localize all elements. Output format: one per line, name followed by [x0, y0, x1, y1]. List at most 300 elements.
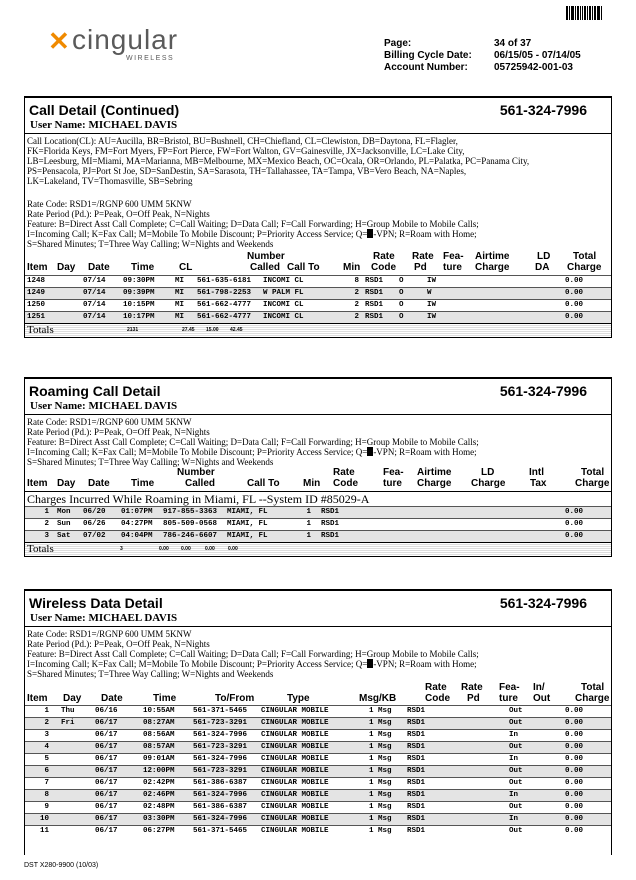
cell-date: 06/17 [95, 815, 118, 823]
col-total: Total [581, 682, 605, 693]
cell-date: 06/17 [95, 731, 118, 739]
cell-type: CINGULAR MOBILE [261, 731, 329, 739]
cell-code: RSD1 [407, 767, 426, 775]
rate-line: I=Incoming Call; K=Fax Call; M=Mobile To Mobile Discount; P=Priority Access Service; Q= [27, 229, 368, 239]
cell-time: 04:27PM [121, 520, 153, 528]
cell-total: 0.00 [565, 743, 584, 751]
rate-line: -VPN; R=Roam with Home; [373, 659, 477, 669]
totals-ld: 15.00 [206, 327, 219, 333]
cell-msg: 1 Msg [369, 827, 392, 835]
table-row [25, 765, 611, 777]
cell-date: 06/17 [95, 719, 118, 727]
cell-item: 3 [44, 532, 49, 540]
barcode [566, 6, 602, 20]
cell-item: 1250 [27, 301, 46, 309]
col-rate: Rate [333, 467, 355, 478]
cell-code: RSD1 [407, 791, 426, 799]
rate-line: Feature: B=Direct Asst Call Complete; C=Call Waiting; D=Data Call; F=Call Forwarding; H=Group Mobile to Mobile Calls; [27, 649, 479, 659]
cell-tofrom: 561-371-5465 [193, 707, 248, 715]
col-callto: Call To [247, 478, 280, 489]
col-tax: Tax [530, 478, 547, 489]
cell-inout: In [509, 755, 519, 763]
cell-item: 11 [39, 827, 49, 835]
rate-line: I=Incoming Call; K=Fax Call; M=Mobile To Mobile Discount; P=Priority Access Service; Q= [27, 447, 368, 457]
section-phone: 561-324-7996 [499, 102, 587, 118]
totals-min: 2131 [127, 327, 139, 333]
account-header [384, 38, 581, 74]
roaming-totals [25, 542, 611, 556]
cell-type: CINGULAR MOBILE [261, 719, 329, 727]
account-label: Account Number: [384, 62, 468, 73]
cell-item: 1251 [27, 313, 46, 321]
table-row [25, 717, 611, 729]
cell-callto: INCOMI CL [263, 301, 304, 309]
rate-legend [25, 626, 611, 679]
cell-tofrom: 561-386-6387 [193, 779, 248, 787]
totals-ld: 0.00 [181, 546, 191, 552]
cell-time: 09:30PM [123, 277, 155, 285]
wireless-data-section [24, 589, 612, 855]
rate-line: -VPN; R=Roam with Home; [373, 447, 477, 457]
cell-time: 10:17PM [123, 313, 155, 321]
cell-total: 0.00 [565, 289, 584, 297]
table-row [25, 741, 611, 753]
cell-total: 0.00 [565, 719, 584, 727]
cell-inout: Out [509, 743, 523, 751]
cell-number: 561-662-4777 [197, 301, 252, 309]
cell-inout: Out [509, 707, 523, 715]
cell-time: 10:15PM [123, 301, 155, 309]
col-ture: ture [383, 478, 402, 489]
cell-date: 06/17 [95, 779, 118, 787]
cell-date: 07/14 [83, 277, 106, 285]
col-code: Code [425, 693, 450, 704]
cell-item: 2 [44, 520, 49, 528]
cell-min: 8 [354, 277, 359, 285]
cell-tofrom: 561-324-7996 [193, 731, 248, 739]
cell-day: Sat [57, 532, 71, 540]
cell-code: RSD1 [407, 755, 426, 763]
cell-msg: 1 Msg [369, 803, 392, 811]
cell-time: 08:27AM [143, 719, 175, 727]
cell-inout: Out [509, 803, 523, 811]
logo-wordmark: cingular [72, 24, 179, 55]
rate-line: S=Shared Minutes; T=Three Way Calling; W=Nights and Weekends [27, 669, 274, 679]
cell-day: Thu [61, 707, 75, 715]
table-row [25, 518, 611, 530]
cell-inout: Out [509, 767, 523, 775]
cell-date: 06/26 [83, 520, 106, 528]
cell-date: 06/17 [95, 743, 118, 751]
cell-total: 0.00 [565, 827, 584, 835]
cell-time: 04:04PM [121, 532, 153, 540]
col-charge2: Charge [567, 262, 602, 273]
cell-time: 02:46PM [143, 791, 175, 799]
cell-type: CINGULAR MOBILE [261, 791, 329, 799]
cell-code: RSD1 [407, 779, 426, 787]
cell-cl: MI [175, 301, 185, 309]
col-type: Type [287, 693, 310, 704]
rate-line: Feature: B=Direct Asst Call Complete; C=Call Waiting; D=Data Call; F=Call Forwarding; H=Group Mobile to Mobile Calls; [27, 219, 479, 229]
legend-line: LB=Leesburg, MI=Miami, MA=Marianna, MB=Melbourne, MX=Mexico Beach, OC=Ocala, OR=Orlando, PL=Palatka, PC=Panama City, [27, 156, 530, 166]
col-time: Time [131, 478, 155, 489]
cell-callto: MIAMI, FL [227, 532, 268, 540]
table-row [25, 506, 611, 518]
cell-total: 0.00 [565, 532, 584, 540]
col-code: Code [371, 262, 396, 273]
col-date: Date [88, 478, 110, 489]
col-tofrom: To/From [215, 693, 255, 704]
col-rate2: Rate [412, 251, 434, 262]
table-row [25, 530, 611, 542]
col-time: Time [153, 693, 177, 704]
cell-msg: 1 Msg [369, 743, 392, 751]
cell-total: 0.00 [565, 791, 584, 799]
table-row [25, 777, 611, 789]
cell-tofrom: 561-723-3291 [193, 767, 248, 775]
cell-msg: 1 Msg [369, 815, 392, 823]
section-phone: 561-324-7996 [499, 595, 587, 611]
section-title: Call Detail (Continued) [29, 102, 180, 118]
cell-total: 0.00 [565, 520, 584, 528]
cell-code: RSD1 [321, 508, 340, 516]
totals-total: 42.45 [230, 327, 243, 333]
roaming-section [24, 377, 612, 557]
cell-tofrom: 561-723-3291 [193, 719, 248, 727]
rate-line: Rate Period (Pd.): P=Peak, O=Off Peak, N=Nights [27, 427, 210, 437]
cell-msg: 1 Msg [369, 719, 392, 727]
col-ture: ture [443, 262, 462, 273]
cell-item: 3 [44, 731, 49, 739]
cell-item: 4 [44, 743, 49, 751]
cell-type: CINGULAR MOBILE [261, 779, 329, 787]
legend-line: Call Location(CL): AU=Aucilla, BR=Bristol, BU=Bushnell, CH=Chiefland, CL=Clewiston, DB=Daytona, FL=Flagler, [27, 136, 458, 146]
col-fea: Fea- [443, 251, 464, 262]
totals-airtime: 27.45 [182, 327, 195, 333]
cell-time: 09:01AM [143, 755, 175, 763]
cell-cl: MI [175, 277, 185, 285]
rate-line: Rate Period (Pd.): P=Peak, O=Off Peak, N=Nights [27, 209, 210, 219]
account-number: 05725942-001-03 [494, 62, 573, 73]
cell-item: 6 [44, 767, 49, 775]
col-rate: Rate [373, 251, 395, 262]
col-time: Time [131, 262, 155, 273]
col-intl: Intl [529, 467, 544, 478]
cell-cl: MI [175, 289, 185, 297]
cell-total: 0.00 [565, 707, 584, 715]
cell-code: RSD1 [407, 827, 426, 835]
totals-intl: 0.00 [205, 546, 215, 552]
col-airtime: Airtime [475, 251, 510, 262]
cell-time: 10:55AM [143, 707, 175, 715]
cell-callto: INCOMI CL [263, 277, 304, 285]
cell-total: 0.00 [565, 779, 584, 787]
cell-time: 08:56AM [143, 731, 175, 739]
user-name: User Name: MICHAEL DAVIS [30, 400, 178, 412]
cell-code: RSD1 [407, 719, 426, 727]
rate-line: S=Shared Minutes; T=Three Way Calling; W=Nights and Weekends [27, 457, 274, 467]
rate-line: S=Shared Minutes; T=Three Way Calling; W=Nights and Weekends [27, 239, 274, 249]
col-date: Date [88, 262, 110, 273]
col-da: DA [535, 262, 550, 273]
rate-line: -VPN; R=Roam with Home; [373, 229, 477, 239]
cell-pd: O [399, 313, 404, 321]
cell-date: 07/14 [83, 289, 106, 297]
cell-day: Sun [57, 520, 71, 528]
cell-number: 561-798-2253 [197, 289, 252, 297]
cell-tofrom: 561-324-7996 [193, 755, 248, 763]
cell-callto: W PALM FL [263, 289, 304, 297]
cell-pd: O [399, 289, 404, 297]
col-day: Day [57, 478, 76, 489]
cell-item: 2 [44, 719, 49, 727]
rate-line: Rate Code: RSD1=/RGNP 600 UMM 5KNW [27, 199, 192, 209]
cingular-x-icon: ✕ [48, 26, 70, 56]
col-date: Date [101, 693, 123, 704]
col-item: Item [27, 693, 48, 704]
col-fea: Fea- [383, 467, 404, 478]
col-min: Min [343, 262, 361, 273]
cell-code: RSD1 [365, 277, 384, 285]
col-called: Called [185, 478, 216, 489]
totals-min: 3 [120, 546, 123, 552]
table-row [25, 813, 611, 825]
totals-label: Totals [27, 324, 54, 336]
cell-type: CINGULAR MOBILE [261, 755, 329, 763]
roaming-rows [25, 506, 611, 542]
cell-min: 1 [306, 532, 311, 540]
cell-item: 1 [44, 707, 49, 715]
col-charge2: Charge [471, 478, 506, 489]
cell-date: 06/17 [95, 791, 118, 799]
cell-code: RSD1 [321, 532, 340, 540]
cell-type: CINGULAR MOBILE [261, 827, 329, 835]
col-min: Min [303, 478, 321, 489]
cell-date: 06/17 [95, 767, 118, 775]
cell-number: 561-662-4777 [197, 313, 252, 321]
col-day: Day [63, 693, 82, 704]
col-day: Day [57, 262, 76, 273]
legend-line: FK=Florida Keys, FM=Fort Myers, FP=Fort Pierce, FW=Fort Walton, GV=Gainesville, JX=Jacksonville, LC=Lake City, [27, 146, 465, 156]
call-totals [25, 323, 611, 337]
table-row [25, 789, 611, 801]
col-ture: ture [499, 693, 518, 704]
col-out: Out [533, 693, 551, 704]
cell-item: 1 [44, 508, 49, 516]
call-table-header [25, 249, 611, 275]
cell-min: 1 [306, 520, 311, 528]
roaming-charges-line: Charges Incurred While Roaming in Miami, FL --System ID #85029-A [25, 491, 611, 506]
table-row [25, 753, 611, 765]
cell-code: RSD1 [365, 313, 384, 321]
col-code: Code [333, 478, 358, 489]
cell-tofrom: 561-371-5465 [193, 827, 248, 835]
billing-cycle: 06/15/05 - 07/14/05 [494, 50, 581, 61]
cell-time: 03:30PM [143, 815, 175, 823]
cell-number: 805-509-0568 [163, 520, 218, 528]
table-row [25, 311, 611, 323]
col-called: Called [250, 262, 281, 273]
user-name: User Name: MICHAEL DAVIS [30, 612, 178, 624]
cell-feature: IW [427, 313, 437, 321]
cell-msg: 1 Msg [369, 707, 392, 715]
cell-pd: O [399, 301, 404, 309]
cell-date: 06/20 [83, 508, 106, 516]
user-name: User Name: MICHAEL DAVIS [30, 119, 178, 131]
rate-line: Rate Code: RSD1=/RGNP 600 UMM 5KNW [27, 629, 192, 639]
col-msg: Msg/KB [359, 693, 397, 704]
totals-label: Totals [27, 543, 54, 555]
col-ld: LD [537, 251, 551, 262]
cell-item: 7 [44, 779, 49, 787]
cell-tofrom: 561-324-7996 [193, 791, 248, 799]
totals-total: 0.00 [228, 546, 238, 552]
cell-type: CINGULAR MOBILE [261, 803, 329, 811]
table-row [25, 825, 611, 837]
rate-line: Feature: B=Direct Asst Call Complete; C=Call Waiting; D=Data Call; F=Call Forwarding; H=Group Mobile to Mobile Calls; [27, 437, 479, 447]
cell-type: CINGULAR MOBILE [261, 815, 329, 823]
col-rate: Rate [425, 682, 447, 693]
cell-date: 07/02 [83, 532, 106, 540]
cell-msg: 1 Msg [369, 767, 392, 775]
cell-tofrom: 561-723-3291 [193, 743, 248, 751]
cell-item: 1248 [27, 277, 46, 285]
cell-time: 12:00PM [143, 767, 175, 775]
cell-code: RSD1 [407, 731, 426, 739]
page-label: Page: [384, 38, 412, 49]
wireless-table-header [25, 679, 611, 705]
col-total: Total [581, 467, 605, 478]
cell-inout: Out [509, 719, 523, 727]
cell-number: 786-246-6607 [163, 532, 218, 540]
cell-code: RSD1 [365, 301, 384, 309]
cell-total: 0.00 [565, 277, 584, 285]
cell-code: RSD1 [407, 803, 426, 811]
cell-total: 0.00 [565, 803, 584, 811]
rate-line: I=Incoming Call; K=Fax Call; M=Mobile To Mobile Discount; P=Priority Access Service; Q= [27, 659, 368, 669]
col-number: Number [247, 251, 285, 262]
cell-time: 09:39PM [123, 289, 155, 297]
col-total: Total [573, 251, 597, 262]
cell-inout: In [509, 815, 519, 823]
table-row [25, 299, 611, 311]
cell-msg: 1 Msg [369, 731, 392, 739]
cell-callto: MIAMI, FL [227, 508, 268, 516]
col-item: Item [27, 478, 48, 489]
col-ld: LD [481, 467, 495, 478]
cell-date: 06/16 [95, 707, 118, 715]
cell-time: 08:57AM [143, 743, 175, 751]
col-in: In/ [533, 682, 545, 693]
cell-feature: IW [427, 277, 437, 285]
cell-type: CINGULAR MOBILE [261, 707, 329, 715]
cell-tofrom: 561-386-6387 [193, 803, 248, 811]
rate-line: Rate Period (Pd.): P=Peak, O=Off Peak, N=Nights [27, 639, 210, 649]
cell-code: RSD1 [407, 743, 426, 751]
col-charge: Charge [475, 262, 510, 273]
cell-min: 2 [354, 301, 359, 309]
cell-number: 561-635-6181 [197, 277, 252, 285]
col-pd: Pd [467, 693, 480, 704]
section-title: Roaming Call Detail [29, 383, 161, 399]
col-cl: CL [179, 262, 193, 273]
col-airtime: Airtime [417, 467, 452, 478]
cell-min: 1 [306, 508, 311, 516]
cell-time: 02:42PM [143, 779, 175, 787]
section-title: Wireless Data Detail [29, 595, 163, 611]
cell-code: RSD1 [407, 707, 426, 715]
cell-code: RSD1 [407, 815, 426, 823]
cell-item: 9 [44, 803, 49, 811]
cell-inout: Out [509, 827, 523, 835]
page-number: 34 of 37 [494, 38, 532, 49]
billing-label: Billing Cycle Date: [384, 50, 472, 61]
cell-msg: 1 Msg [369, 779, 392, 787]
cell-date: 06/17 [95, 827, 118, 835]
cell-day: Mon [57, 508, 71, 516]
rate-legend [25, 414, 611, 467]
col-charge: Charge [417, 478, 452, 489]
cell-inout: Out [509, 779, 523, 787]
cell-time: 01:07PM [121, 508, 153, 516]
cell-total: 0.00 [565, 731, 584, 739]
col-charge: Charge [575, 693, 610, 704]
cell-number: 917-855-3363 [163, 508, 218, 516]
wireless-rows [25, 705, 611, 837]
cell-total: 0.00 [565, 313, 584, 321]
cell-callto: MIAMI, FL [227, 520, 268, 528]
legend-line: LK=Lakeland, TV=Thomasville, SB=Sebring [27, 176, 193, 186]
cell-total: 0.00 [565, 755, 584, 763]
cell-item: 5 [44, 755, 49, 763]
cell-min: 2 [354, 289, 359, 297]
cell-type: CINGULAR MOBILE [261, 743, 329, 751]
cell-item: 10 [39, 815, 49, 823]
col-pd: Pd [414, 262, 427, 273]
cell-msg: 1 Msg [369, 755, 392, 763]
cell-date: 07/14 [83, 301, 106, 309]
col-fea: Fea- [499, 682, 520, 693]
call-rows [25, 275, 611, 323]
rate-line: Rate Code: RSD1=/RGNP 600 UMM 5KNW [27, 417, 192, 427]
cell-type: CINGULAR MOBILE [261, 767, 329, 775]
cell-tofrom: 561-324-7996 [193, 815, 248, 823]
cell-min: 2 [354, 313, 359, 321]
roaming-table-header [25, 467, 611, 491]
table-row [25, 705, 611, 717]
cell-date: 07/14 [83, 313, 106, 321]
call-location-legend [25, 133, 611, 186]
table-row [25, 275, 611, 287]
rate-legend [25, 186, 611, 249]
section-phone: 561-324-7996 [499, 383, 587, 399]
cell-total: 0.00 [565, 508, 584, 516]
cell-date: 06/17 [95, 755, 118, 763]
cell-code: RSD1 [321, 520, 340, 528]
cell-total: 0.00 [565, 767, 584, 775]
cell-feature: IW [427, 301, 437, 309]
cell-time: 02:48PM [143, 803, 175, 811]
cell-date: 06/17 [95, 803, 118, 811]
cell-inout: In [509, 731, 519, 739]
form-footer: DST X280-9900 (10/03) [24, 862, 99, 869]
cell-msg: 1 Msg [369, 791, 392, 799]
table-row [25, 729, 611, 741]
cell-time: 06:27PM [143, 827, 175, 835]
cell-inout: In [509, 791, 519, 799]
cell-item: 8 [44, 791, 49, 799]
cell-cl: MI [175, 313, 185, 321]
